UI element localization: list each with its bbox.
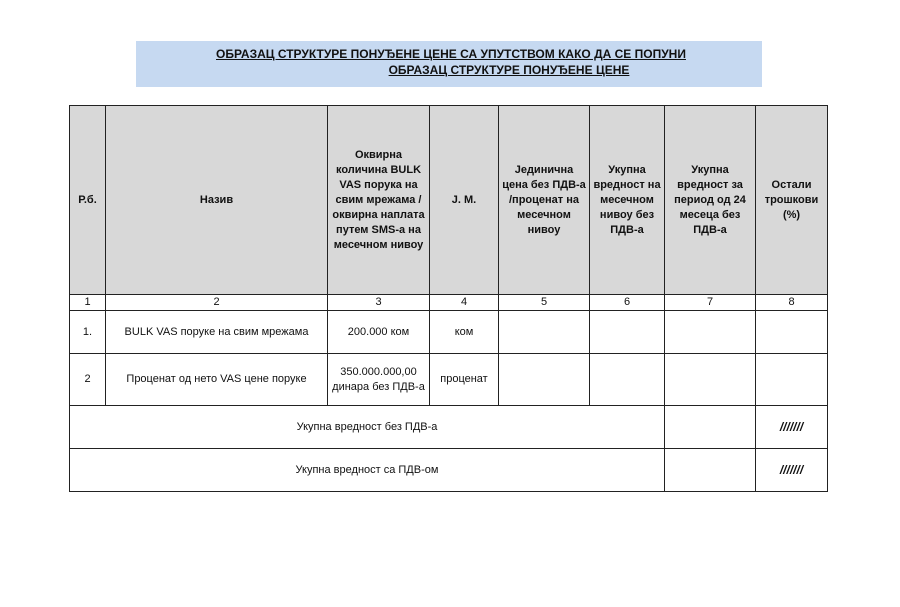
table-row: [70, 311, 828, 354]
cell-monthly-value[interactable]: [590, 354, 665, 406]
header-naziv: Назив: [106, 106, 328, 295]
column-number: 5: [499, 295, 590, 311]
column-number-row: [70, 295, 828, 311]
price-structure-table: [69, 105, 828, 492]
column-number: 6: [590, 295, 665, 311]
total-row-with-vat: [70, 449, 828, 492]
cell-monthly-value[interactable]: [590, 311, 665, 354]
column-number: 7: [665, 295, 756, 311]
header-mesecna-vrednost: Укупна вредност на месечном нивоу без ПДВ-а: [590, 106, 665, 295]
cell-other-costs[interactable]: [756, 354, 828, 406]
header-vrednost-24-meseca: Укупна вредност за период од 24 месеца без ПДВ-а: [665, 106, 756, 295]
column-number: 8: [756, 295, 828, 311]
row-number: 2: [70, 354, 106, 406]
row-jm: ком: [430, 311, 499, 354]
column-number: 4: [430, 295, 499, 311]
total-value-cell[interactable]: [665, 406, 756, 449]
header-kolicina: Оквирна количина BULK VAS порука на свим мрежама /оквирна наплата путем SMS-а на месечном нивоу: [328, 106, 430, 295]
column-number: 2: [106, 295, 328, 311]
row-kolicina: 350.000.000,00 динара без ПДВ-а: [328, 354, 430, 406]
total-row-without-vat: [70, 406, 828, 449]
form-title-line-1: ОБРАЗАЦ СТРУКТУРЕ ПОНУЂЕНЕ ЦЕНЕ СА УПУТСТВОМ КАКО ДА СЕ ПОПУНИ: [216, 47, 686, 61]
total-label: Укупна вредност без ПДВ-а: [70, 406, 665, 449]
header-rb: Р.б.: [70, 106, 106, 295]
total-label: Укупна вредност са ПДВ-ом: [70, 449, 665, 492]
total-slashes: ///////: [756, 406, 828, 449]
row-kolicina: 200.000 ком: [328, 311, 430, 354]
total-slashes: ///////: [756, 449, 828, 492]
header-ostali-troskovi: Остали трошкови (%): [756, 106, 828, 295]
column-number: 1: [70, 295, 106, 311]
cell-unit-price[interactable]: [499, 311, 590, 354]
total-value-cell[interactable]: [665, 449, 756, 492]
cell-24-month-value[interactable]: [665, 354, 756, 406]
cell-unit-price[interactable]: [499, 354, 590, 406]
row-naziv: Проценат од нето VAS цене поруке: [106, 354, 328, 406]
row-naziv: BULK VAS поруке на свим мрежама: [106, 311, 328, 354]
table-row: [70, 354, 828, 406]
row-jm: проценат: [430, 354, 499, 406]
header-jm: Ј. М.: [430, 106, 499, 295]
column-number: 3: [328, 295, 430, 311]
cell-24-month-value[interactable]: [665, 311, 756, 354]
header-row: [70, 106, 828, 295]
form-title-banner: [136, 41, 762, 87]
row-number: 1.: [70, 311, 106, 354]
form-title-line-2: ОБРАЗАЦ СТРУКТУРЕ ПОНУЂЕНЕ ЦЕНЕ: [388, 63, 630, 77]
cell-other-costs[interactable]: [756, 311, 828, 354]
header-jedinicna-cena: Јединична цена без ПДВ-а /проценат на месечном нивоу: [499, 106, 590, 295]
